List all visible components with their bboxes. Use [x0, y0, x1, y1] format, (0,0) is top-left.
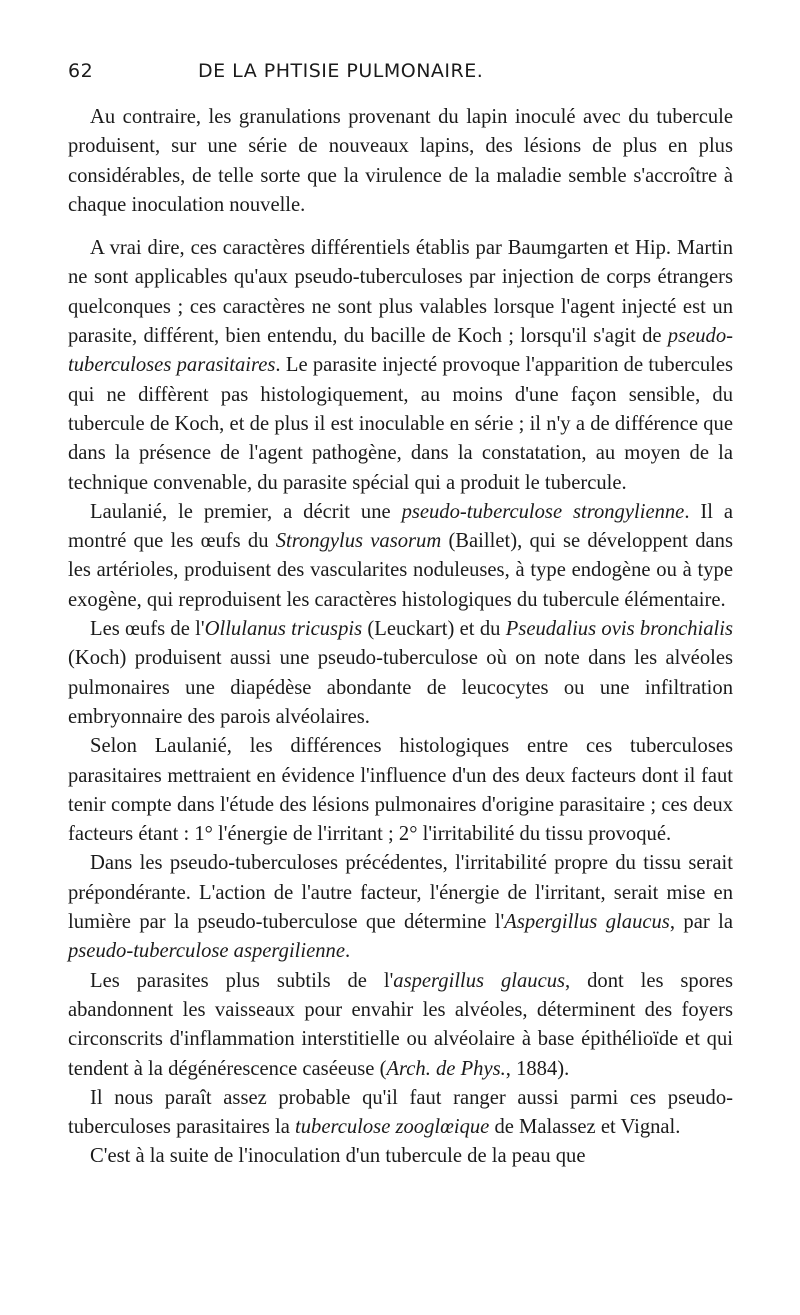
text-run: Les parasites plus subtils de l': [90, 969, 394, 992]
italic-text-run: pseudo-tuberculose strongylienne: [401, 500, 685, 523]
text-run: . Le parasite injecté provoque l'apparition de tubercules qui ne diffèrent pas histologiquement, au moins d'une façon sensible, du tubercule de Koch, et de plus il est inoculable en série ; il n'y a de différence que dans la présence de l'agent pathogène, dans la constatation, au moyen de la technique convenable, du parasite spécial qui a produit le tubercule.: [68, 354, 734, 494]
italic-text-run: Ollulanus tricuspis: [204, 618, 363, 641]
running-title: DE LA PHTISIE PULMONAIRE.: [198, 60, 484, 82]
paragraph: [68, 732, 733, 849]
text-run: (Leuckart) et du: [362, 618, 506, 641]
italic-text-run: Arch. de Phys.: [386, 1057, 506, 1080]
text-run: Selon Laulanié, les différences histologiques entre ces tuberculoses parasitaires mettraient en évidence l'influence d'un des deux facteurs dont il faut tenir compte dans l'étude des lésions pulmonaires d'origine parasitaire ; ces deux facteurs étant : 1° l'énergie de l'irritant ; 2° l'irritabilité du tissu provoqué.: [68, 735, 733, 846]
paragraph: [68, 234, 733, 498]
text-run: Au contraire, les granulations provenant du lapin inoculé avec du tubercule produisent, sur une série de nouveaux lapins, des lésions de plus en plus considérables, de telle sorte que la virulence de la maladie semble s'accroître à chaque inoculation nouvelle.: [68, 106, 733, 216]
body-text: [68, 103, 733, 1172]
text-run: Laulanié, le premier, a décrit une: [90, 500, 402, 523]
text-run: A vrai dire, ces caractères différentiels établis par Baumgarten et Hip. Martin ne sont applicables qu'aux pseudo-tuberculoses par injection de corps étrangers quelconques ; ces caractères ne sont plus valables lorsque l'agent injecté est un parasite, différent, bien entendu, du bacille de Koch ; lorsqu'il s'agit de: [68, 237, 733, 348]
italic-text-run: tuberculose zooglœique: [295, 1116, 490, 1139]
page-number: 62: [68, 60, 94, 82]
text-run: de Malassez et Vignal.: [489, 1116, 681, 1139]
text-run: , par la: [669, 911, 733, 934]
text-run: Dans les pseudo-tuberculoses précédentes, l'irritabilité propre du tissu serait prépondérante. L'action de l'autre facteur, l'énergie de l'irritant, serait mise en lumière par la pseudo-tuberculose que détermine l': [68, 852, 733, 934]
text-run: .: [345, 940, 351, 963]
text-run: , 1884).: [505, 1057, 570, 1080]
text-run: , dont les spores abandonnent les vaisseaux pour envahir les alvéoles, déterminent des foyers circonscrits d'inflammation interstitielle ou alvéolaire à base épithélioïde et qui tendent à la dégénérescence caséeuse (: [68, 969, 734, 1080]
italic-text-run: Pseudalius ovis bronchialis: [505, 618, 733, 641]
text-run: Il nous paraît assez probable qu'il faut ranger aussi parmi ces pseudo-tuberculoses parasitaires la: [68, 1086, 733, 1139]
text-run: C'est à la suite de l'inoculation d'un tubercule de la peau que: [90, 1145, 586, 1168]
paragraph: [68, 1142, 733, 1171]
paragraph: [68, 103, 733, 220]
italic-text-run: pseudo-tuberculoses parasitaires: [68, 325, 733, 377]
italic-text-run: aspergillus glaucus: [393, 969, 566, 992]
text-run: (Koch) produisent aussi une pseudo-tuberculose où on note dans les alvéoles pulmonaires une diapédèse abondante de leucocytes ou une infiltration embryonnaire des parois alvéolaires.: [68, 647, 733, 728]
text-run: Les œufs de l': [90, 618, 205, 641]
italic-text-run: pseudo-tuberculose aspergilienne: [68, 940, 345, 963]
paragraph: [68, 1084, 733, 1143]
italic-text-run: Strongylus vasorum: [275, 530, 442, 553]
text-run: . Il a montré que les œufs du: [68, 500, 733, 553]
paragraph: [68, 849, 733, 966]
running-header: [68, 60, 732, 88]
italic-text-run: Aspergillus glaucus: [504, 911, 670, 934]
text-run: (Baillet), qui se développent dans les artérioles, produisent des vascularites noduleuses, à type endogène ou à type exogène, qui reproduisent les caractères histologiques du tubercule élémentaire.: [68, 530, 733, 611]
paragraph: [68, 967, 733, 1084]
paragraph: [68, 615, 733, 732]
paragraph: [68, 498, 733, 615]
